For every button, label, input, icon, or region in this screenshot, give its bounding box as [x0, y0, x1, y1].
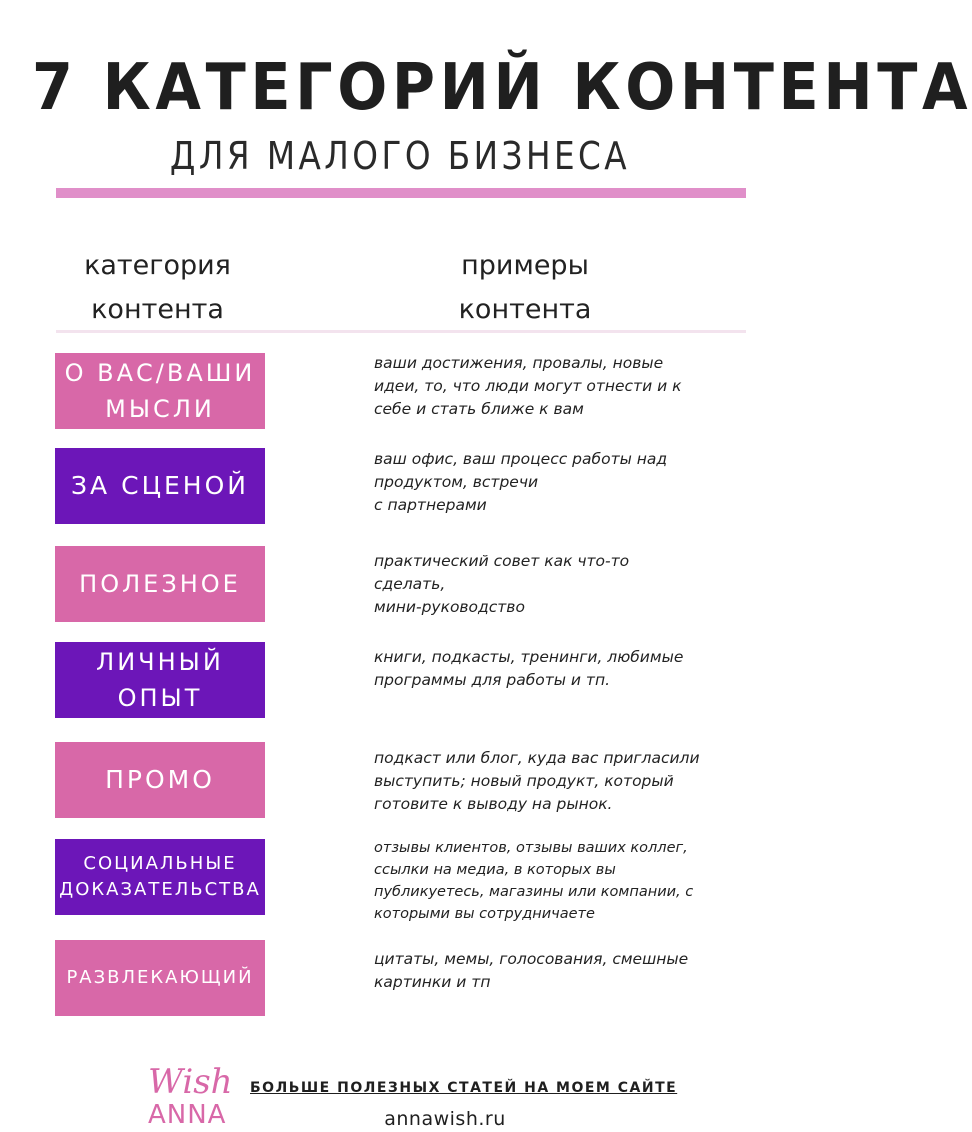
- examples-line: выступить; новый продукт, который: [374, 772, 674, 790]
- examples-line: программы для работы и тп.: [374, 671, 611, 689]
- examples-line: ссылки на медиа, в которых вы: [374, 862, 616, 878]
- column-header-examples: [400, 244, 650, 332]
- examples-line: себе и стать ближе к вам: [374, 400, 584, 418]
- category-label-line: ЗА СЦЕНОЙ: [71, 471, 249, 500]
- column-header-category-line-1: категория: [84, 250, 231, 281]
- category-label-line: ДОКАЗАТЕЛЬСТВА: [59, 879, 261, 900]
- examples-line: подкаст или блог, куда вас пригласили: [374, 749, 700, 767]
- examples-line: практический совет как что-то: [374, 552, 630, 570]
- examples-line: продуктом, встречи: [374, 473, 539, 491]
- category-badge-promo: [55, 742, 265, 818]
- category-badge-personal-experience: [55, 642, 265, 718]
- examples-line: которыми вы сотрудничаете: [374, 906, 595, 922]
- category-label-line: ПОЛЕЗНОЕ: [79, 570, 241, 598]
- examples-line: отзывы клиентов, отзывы ваших коллег,: [374, 840, 688, 856]
- examples-text: [374, 352, 714, 421]
- examples-line: книги, подкасты, тренинги, любимые: [374, 648, 684, 666]
- category-label-line: ПРОМО: [105, 765, 215, 794]
- examples-text: [374, 747, 714, 816]
- examples-line: сделать,: [374, 575, 446, 593]
- examples-text: [374, 448, 714, 517]
- category-badge-social-proof: [55, 839, 265, 915]
- examples-text: [374, 948, 714, 994]
- brand-logo[interactable]: [138, 1062, 238, 1132]
- header-divider: [56, 330, 746, 333]
- examples-line: цитаты, мемы, голосования, смешные: [374, 950, 689, 968]
- website-link[interactable]: annawish.ru: [384, 1108, 506, 1130]
- examples-line: ваши достижения, провалы, новые: [374, 354, 664, 372]
- examples-text: [374, 646, 714, 692]
- examples-line: картинки и тп: [374, 973, 491, 991]
- column-header-examples-line-1: примеры: [461, 250, 589, 281]
- examples-line: публикуетесь, магазины или компании, с: [374, 884, 694, 900]
- more-articles-link[interactable]: БОЛЬШЕ ПОЛЕЗНЫХ СТАТЕЙ НА МОЕМ САЙТЕ: [250, 1080, 678, 1096]
- examples-line: с партнерами: [374, 496, 487, 514]
- accent-divider: [56, 188, 746, 198]
- examples-text: [374, 550, 714, 619]
- category-badge-about-you: [55, 353, 265, 429]
- category-badge-useful: [55, 546, 265, 622]
- column-header-category: [55, 244, 260, 332]
- examples-text: [374, 837, 714, 925]
- page-subtitle: ДЛЯ МАЛОГО БИЗНЕСА: [169, 134, 631, 178]
- category-badge-entertaining: [55, 940, 265, 1016]
- examples-line: идеи, то, что люди могут отнести и к: [374, 377, 682, 395]
- category-label-line: ОПЫТ: [117, 684, 203, 712]
- examples-line: мини-руководство: [374, 598, 525, 616]
- column-header-examples-line-2: контента: [458, 294, 592, 325]
- logo-anna-text: ANNA: [148, 1100, 227, 1130]
- logo-wish-text: Wish: [148, 1062, 233, 1102]
- category-label-line: ЛИЧНЫЙ: [96, 648, 224, 676]
- category-label-line: О ВАС/ВАШИ: [64, 359, 256, 387]
- category-label-line: МЫСЛИ: [105, 395, 215, 423]
- column-header-category-line-2: контента: [91, 294, 224, 325]
- category-badge-behind-scenes: [55, 448, 265, 524]
- category-label-line: РАЗВЛЕКАЮЩИЙ: [66, 967, 254, 988]
- examples-line: готовите к выводу на рынок.: [374, 795, 613, 813]
- category-label-line: СОЦИАЛЬНЫЕ: [83, 853, 237, 874]
- examples-line: ваш офис, ваш процесс работы над: [374, 450, 668, 468]
- page-title: 7 КАТЕГОРИЙ КОНТЕНТА: [32, 51, 972, 125]
